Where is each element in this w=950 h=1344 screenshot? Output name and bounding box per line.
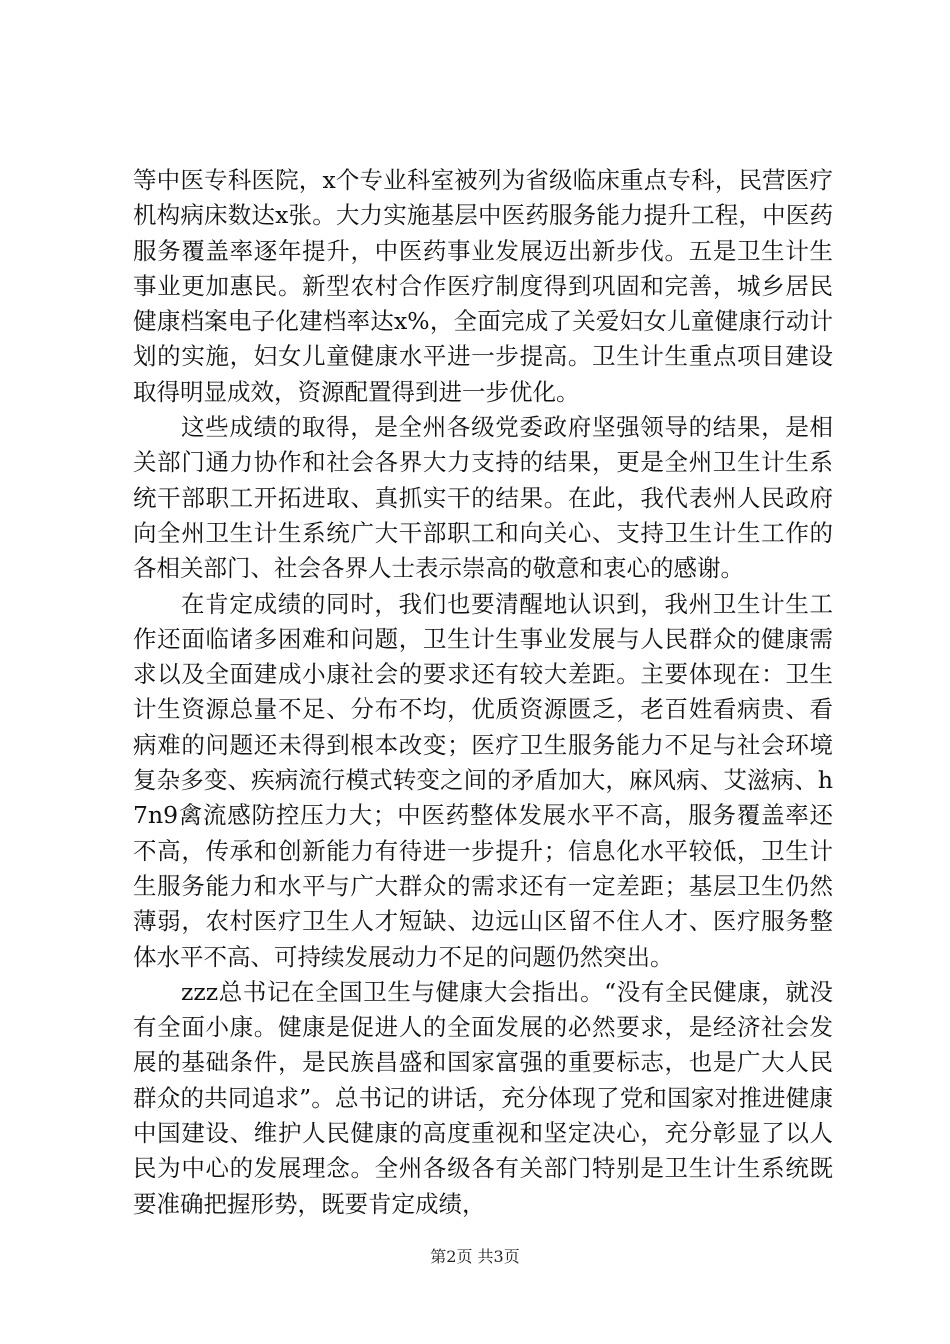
page-footer: 第2页 共3页	[430, 1247, 520, 1266]
paragraph-3: 在肯定成绩的同时，我们也要清醒地认识到，我州卫生计生工作还面临诸多困难和问题，卫生计生事业发展与人民群众的健康需求以及全面建成小康社会的要求还有较大差距。主要体现在：卫生计生资源总量不足、分布不均，优质资源匮乏，老百姓看病贵、看病难的问题还未得到根本改变；医疗卫生服务能力不足与社会环境复杂多变、疾病流行模式转变之间的矛盾加大，麻风病、艾滋病、h7n9禽流感防控压力大；中医药整体发展水平不高，服务覆盖率还不高，传承和创新能力有待进一步提升；信息化水平较低，卫生计生服务能力和水平与广大群众的需求还有一定差距；基层卫生仍然薄弱，农村医疗卫生人才短缺、边远山区留不住人才、医疗服务整体水平不高、可持续发展动力不足的问题仍然突出。	[133, 589, 833, 971]
paragraph-4: zzz总书记在全国卫生与健康大会指出。“没有全民健康，就没有全面小康。健康是促进人的全面发展的必然要求，是经济社会发展的基础条件，是民族昌盛和国家富强的重要标志，也是广大人民群众的共同追求”。总书记的讲话，充分体现了党和国家对推进健康中国建设、维护人民健康的高度重视和坚定决心，充分彰显了以人民为中心的发展理念。全州各级各有关部门特别是卫生计生系统既要准确把握形势，既要肯定成绩，	[133, 977, 833, 1218]
paragraph-1: 等中医专科医院，x个专业科室被列为省级临床重点专科，民营医疗机构病床数达x张。大力实施基层中医药服务能力提升工程，中医药服务覆盖率逐年提升，中医药事业发展迈出新步伐。五是卫生计生事业更加惠民。新型农村合作医疗制度得到巩固和完善，城乡居民健康档案电子化建档率达x%，全面完成了关爱妇女儿童健康行动计划的实施，妇女儿童健康水平进一步提高。卫生计生重点项目建设取得明显成效，资源配置得到进一步优化。	[133, 166, 833, 406]
document-body	[133, 163, 833, 1222]
paragraph-2: 这些成绩的取得，是全州各级党委政府坚强领导的结果，是相关部门通力协作和社会各界大力支持的结果，更是全州卫生计生系统干部职工开拓进取、真抓实干的结果。在此，我代表州人民政府向全州卫生计生系统广大干部职工和向关心、支持卫生计生工作的各相关部门、社会各界人士表示崇高的敬意和衷心的感谢。	[133, 413, 833, 583]
